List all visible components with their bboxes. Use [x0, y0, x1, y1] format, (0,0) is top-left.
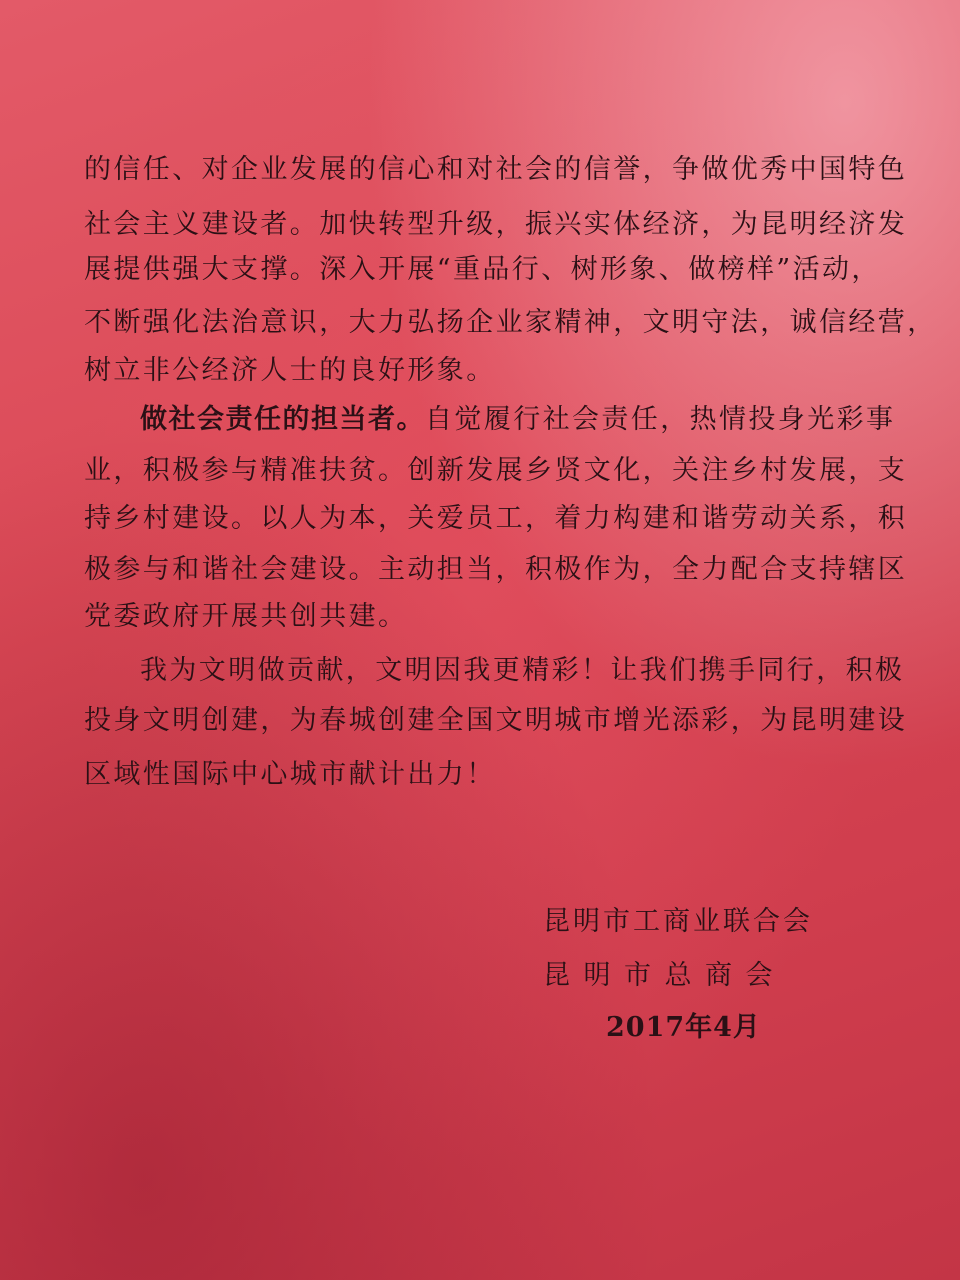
text-line: 展提供强大支撑。深入开展“重品行、树形象、做榜样”活动，: [84, 254, 881, 285]
signature-org-federation: 昆明市工商业联合会: [543, 906, 813, 937]
text-line: 的信任、对企业发展的信心和对社会的信誉，争做优秀中国特色: [84, 154, 908, 185]
text-line: 树立非公经济人士的良好形象。: [84, 355, 496, 386]
text-line: 业，积极参与精准扶贫。创新发展乡贤文化，关注乡村发展，支: [84, 455, 908, 486]
text-line: 党委政府开展共创共建。: [84, 601, 408, 632]
text-line: [140, 396, 896, 444]
text-line: 投身文明创建，为春城创建全国文明城市增光添彩，为昆明建设: [84, 705, 908, 736]
text-line: 社会主义建设者。加快转型升级，振兴实体经济，为昆明经济发: [84, 209, 908, 240]
text-line-rest: 自觉履行社会责任，热情投身光彩事: [425, 404, 896, 435]
text-line: 我为文明做贡献，文明因我更精彩！让我们携手同行，积极: [140, 655, 905, 686]
paragraph-heading: 做社会责任的担当者。: [140, 404, 425, 435]
text-line: 极参与和谐社会建设。主动担当，积极作为，全力配合支持辖区: [84, 554, 908, 585]
signature-org-chamber: 昆明市总商会: [543, 960, 786, 991]
text-line: 区域性国际中心城市献计出力！: [84, 759, 496, 790]
text-line: 不断强化法治意识，大力弘扬企业家精神，文明守法，诚信经营，: [84, 307, 937, 338]
text-line: 持乡村建设。以人为本，关爱员工，着力构建和谐劳动关系，积: [84, 503, 908, 534]
signature-date: 2017年4月: [606, 1012, 761, 1043]
